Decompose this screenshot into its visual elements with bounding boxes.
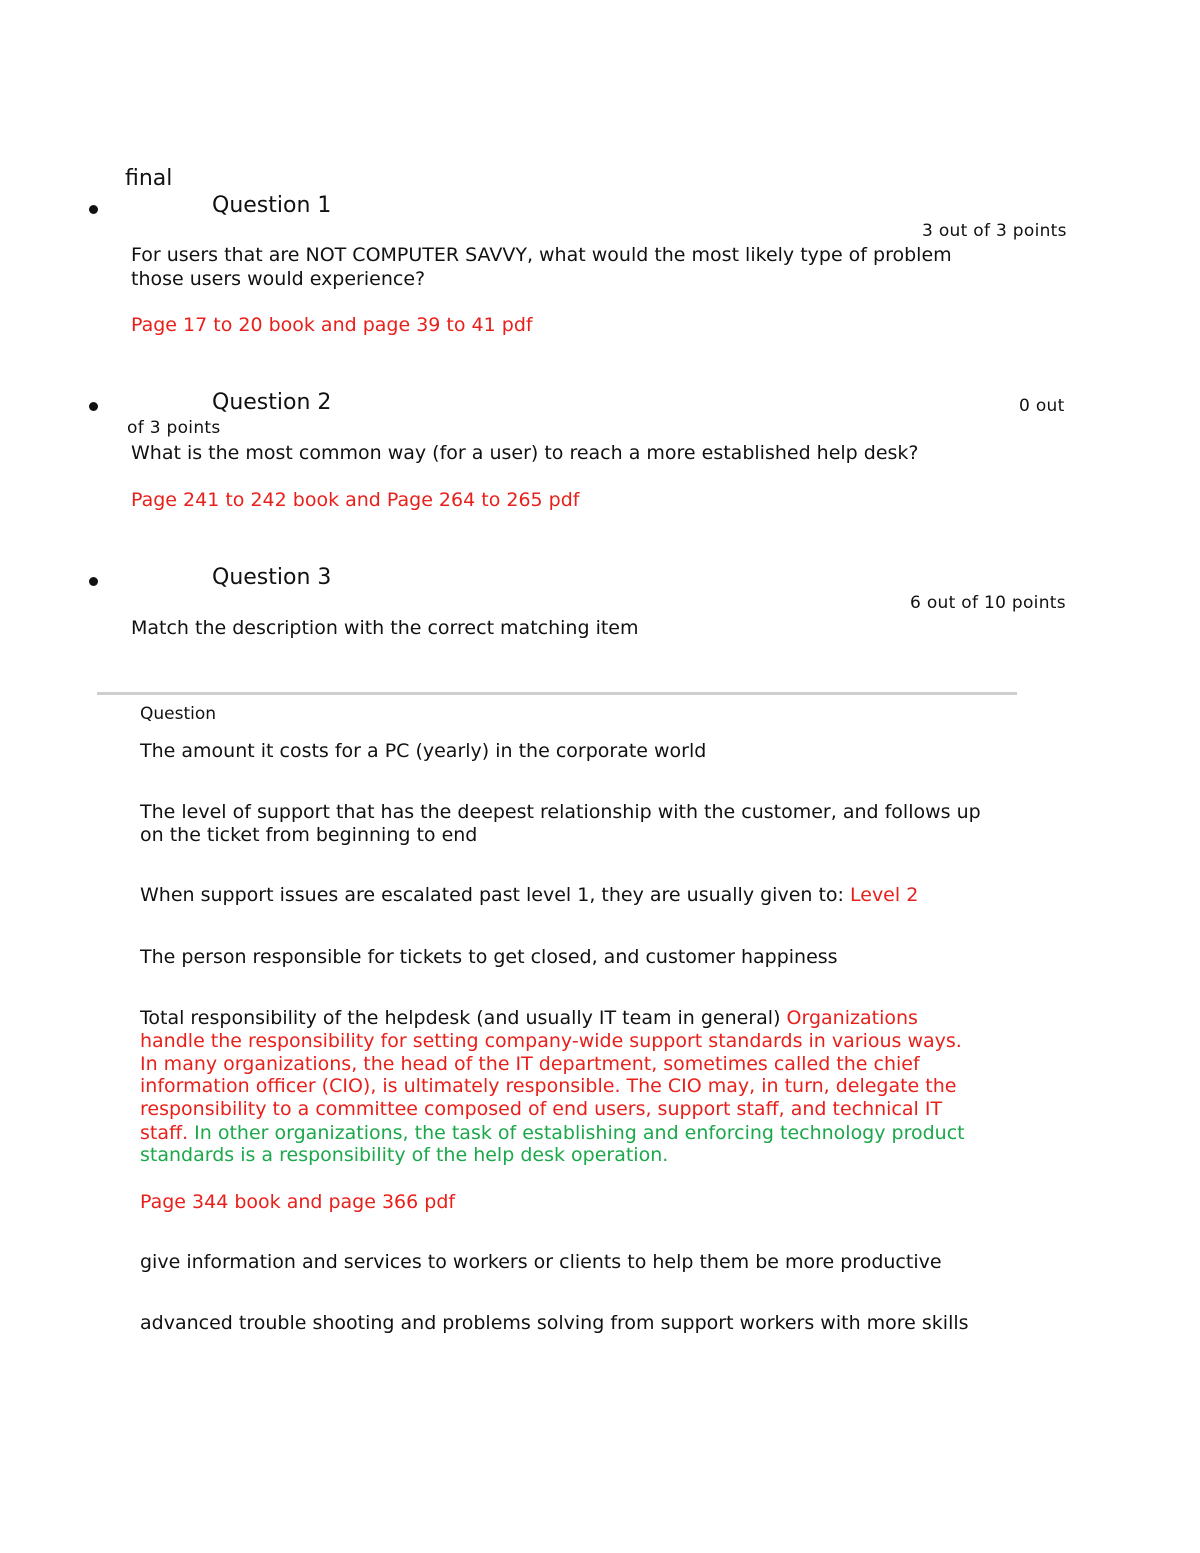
match-table-header: Question (140, 704, 217, 724)
match-row-3-answer: Level 2 (850, 884, 919, 906)
match-row-7: advanced trouble shooting and problems solving from support workers with more skills (140, 1312, 969, 1334)
question-3-points: 6 out of 10 points (910, 593, 1066, 613)
match-row-5-red-end: staff. (140, 1122, 195, 1144)
match-row-1: The amount it costs for a PC (yearly) in the corporate world (140, 740, 707, 762)
question-2-reference: Page 241 to 242 book and Page 264 to 265 pdf (131, 489, 580, 511)
match-row-5-answer-start: Organizations (786, 1007, 918, 1029)
bullet-icon (89, 402, 98, 411)
document-title: final (125, 166, 173, 191)
question-3-title: Question 3 (212, 565, 332, 590)
match-row-6: give information and services to workers or clients to help them be more productive (140, 1251, 942, 1273)
match-row-5-green-start: In other organizations, the task of establishing and enforcing technology product (194, 1122, 965, 1144)
question-1-title: Question 1 (212, 193, 332, 218)
match-row-3 (140, 884, 918, 907)
bullet-icon (89, 205, 98, 214)
match-row-5-line3: In many organizations, the head of the IT department, sometimes called the chief (140, 1053, 920, 1075)
question-1-points: 3 out of 3 points (922, 221, 1067, 241)
match-row-2-line1: The level of support that has the deepest relationship with the customer, and follows up (140, 801, 981, 823)
question-1-prompt-line1: For users that are NOT COMPUTER SAVVY, what would the most likely type of problem (131, 244, 952, 266)
question-2-points-part2: of 3 points (127, 418, 221, 438)
match-row-5-text: Total responsibility of the helpdesk (and usually IT team in general) (140, 1007, 787, 1029)
question-2-prompt: What is the most common way (for a user) to reach a more established help desk? (131, 442, 919, 464)
question-1-reference: Page 17 to 20 book and page 39 to 41 pdf (131, 314, 533, 336)
table-divider (97, 692, 1017, 695)
question-1-prompt-line2: those users would experience? (131, 268, 426, 290)
match-row-2-line2: on the ticket from beginning to end (140, 824, 478, 846)
match-row-5-line4: information officer (CIO), is ultimately responsible. The CIO may, in turn, delegate the (140, 1075, 957, 1097)
match-row-5-line5: responsibility to a committee composed of end users, support staff, and technical IT (140, 1098, 943, 1120)
question-3-prompt: Match the description with the correct matching item (131, 617, 639, 639)
match-row-5-line1 (140, 1007, 918, 1030)
bullet-icon (89, 577, 98, 586)
question-2-points-part1: 0 out (1019, 396, 1065, 416)
match-row-5-line2: handle the responsibility for setting company-wide support standards in various ways. (140, 1030, 962, 1052)
match-row-5-line7: standards is a responsibility of the help desk operation. (140, 1144, 669, 1166)
match-row-3-text: When support issues are escalated past level 1, they are usually given to: (140, 884, 850, 906)
match-row-4: The person responsible for tickets to get closed, and customer happiness (140, 946, 838, 968)
match-row-5-reference: Page 344 book and page 366 pdf (140, 1191, 456, 1213)
match-row-5-line6 (140, 1122, 965, 1145)
question-2-title: Question 2 (212, 390, 332, 415)
